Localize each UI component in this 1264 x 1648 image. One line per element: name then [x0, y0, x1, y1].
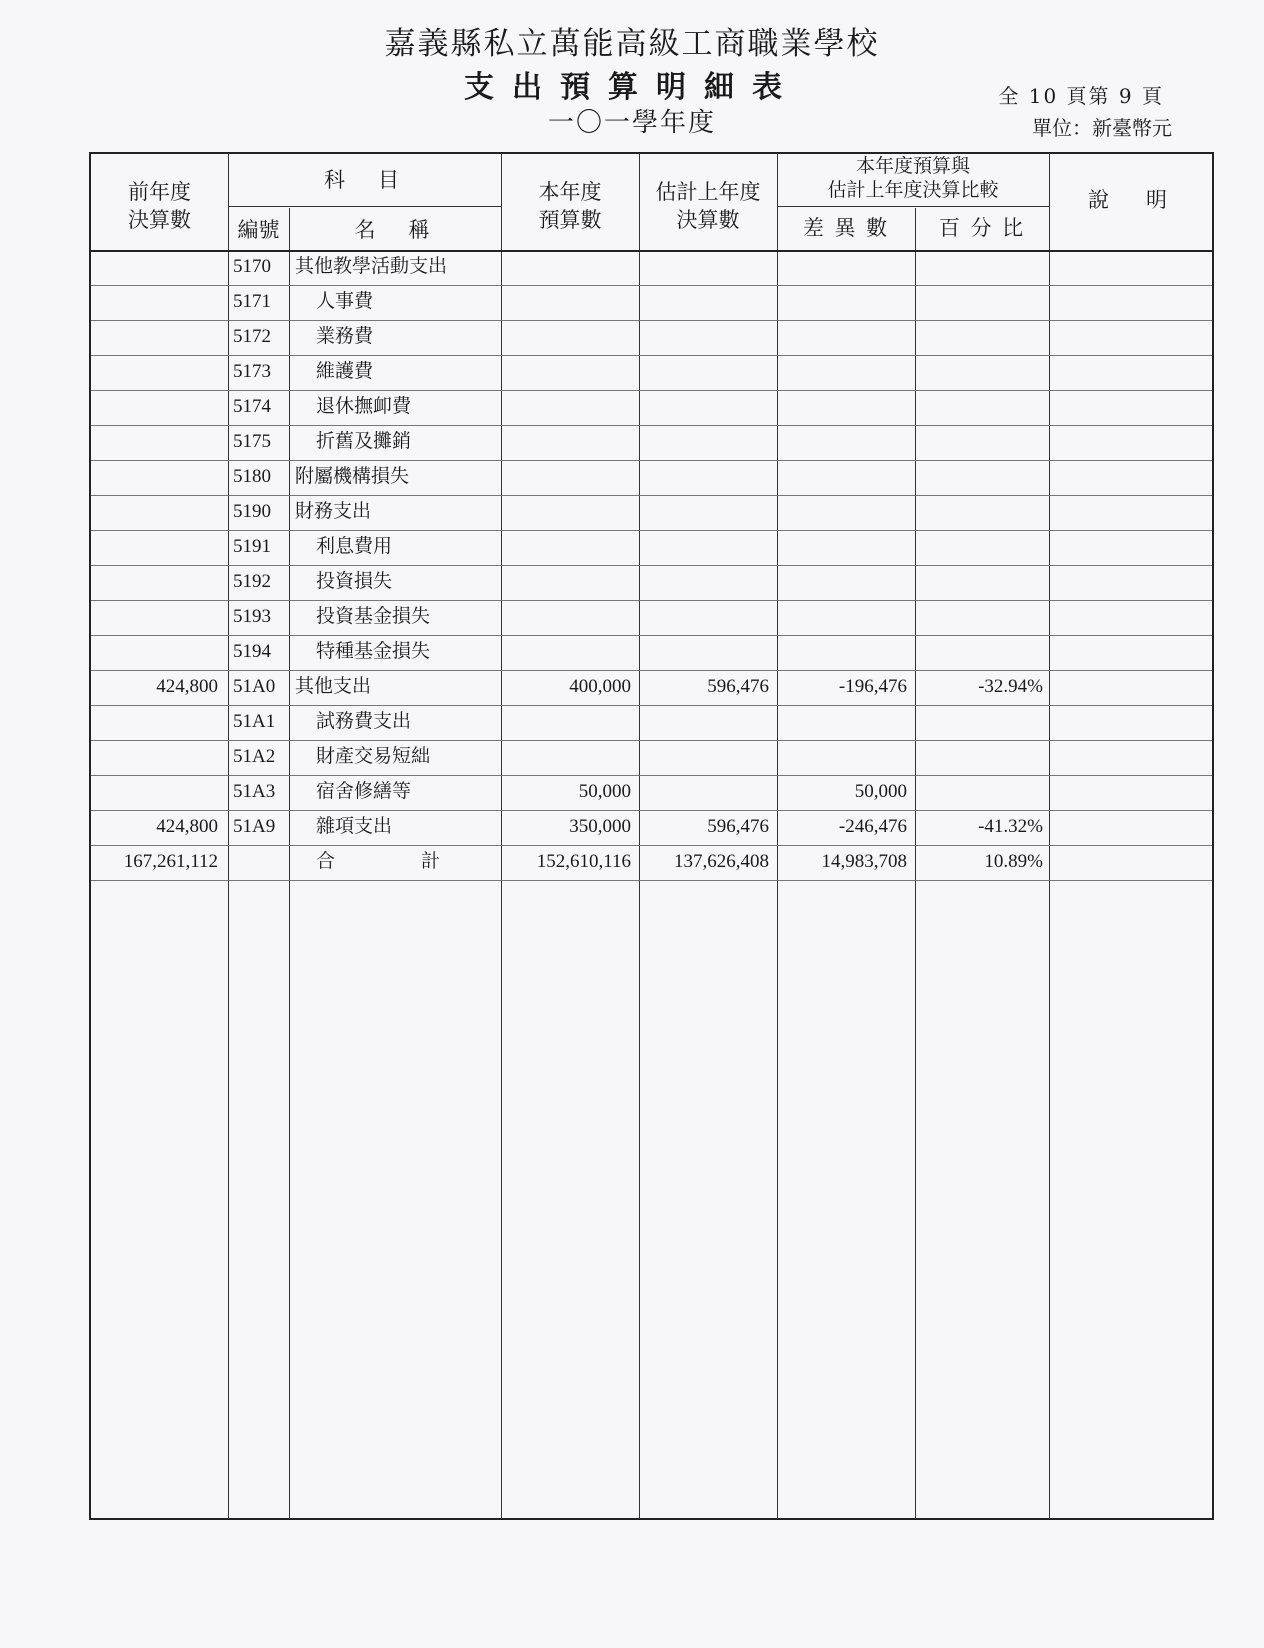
cell-pct [915, 390, 1043, 424]
cell-pct: -32.94% [978, 676, 1043, 697]
cell-pct [915, 740, 1043, 774]
cell-code: 5192 [233, 571, 271, 592]
cell-est [639, 355, 769, 389]
cell-diff [777, 495, 907, 529]
cell-name: 利息費用 [316, 536, 393, 557]
cell-diff: -196,476 [838, 676, 907, 697]
header-prev-year [91, 178, 228, 234]
cell-pct [915, 355, 1043, 389]
header-comparison [777, 154, 1049, 202]
cell-budget [501, 635, 631, 669]
cell-name: 投資損失 [316, 571, 393, 592]
cell-budget [501, 530, 631, 564]
cell-pct [915, 565, 1043, 599]
cell-pct [915, 705, 1043, 739]
cell-est [639, 320, 769, 354]
cell-budget: 50,000 [578, 781, 631, 802]
header-difference: 差 異 數 [802, 216, 890, 240]
cell-code: 5180 [233, 466, 271, 487]
total-label-right: 計 [421, 851, 441, 872]
cell-name: 試務費支出 [316, 711, 412, 732]
cell-code: 5193 [233, 606, 271, 627]
cell-name: 投資基金損失 [316, 606, 431, 627]
header-estimate-line1: 估計上年度 [655, 180, 761, 204]
cell-est [639, 460, 769, 494]
header-prev-year-line1: 前年度 [128, 180, 191, 204]
cell-prev [91, 320, 218, 354]
cell-prev [91, 740, 218, 774]
cell-est [639, 635, 769, 669]
cell-prev: 424,800 [156, 816, 218, 837]
report-title: 支出預算明細表 [464, 70, 800, 105]
school-name: 嘉義縣私立萬能高級工商職業學校 [384, 26, 880, 62]
cell-pct: 10.89% [984, 851, 1043, 872]
cell-diff [777, 600, 907, 634]
header-prev-year-line2: 決算數 [128, 208, 191, 232]
cell-prev: 167,261,112 [123, 851, 218, 872]
header-comparison-line2: 估計上年度決算比較 [827, 179, 999, 201]
cell-code: 51A1 [233, 711, 276, 732]
cell-name: 宿舍修繕等 [316, 781, 412, 802]
header-account: 科 目 [324, 168, 405, 192]
header-estimate [639, 178, 777, 234]
cell-prev [91, 250, 218, 284]
cell-budget [501, 600, 631, 634]
col-divider [1049, 154, 1050, 1518]
cell-pct: -41.32% [978, 816, 1043, 837]
cell-budget [501, 740, 631, 774]
cell-code: 51A0 [233, 676, 276, 697]
cell-pct [915, 495, 1043, 529]
cell-code: 5190 [233, 501, 271, 522]
cell-diff [777, 705, 907, 739]
cell-est [639, 285, 769, 319]
cell-diff: 14,983,708 [821, 851, 907, 872]
header-note: 說 明 [1088, 188, 1175, 212]
cell-code: 5170 [233, 256, 271, 277]
cell-est [639, 600, 769, 634]
cell-name: 其他教學活動支出 [295, 256, 448, 277]
header-subline [777, 206, 1049, 207]
col-divider [289, 208, 290, 1518]
cell-diff [777, 250, 907, 284]
cell-code: 51A2 [233, 746, 276, 767]
cell-diff [777, 530, 907, 564]
cell-code: 51A9 [233, 816, 276, 837]
header-comparison-line1: 本年度預算與 [855, 155, 970, 177]
cell-prev [91, 565, 218, 599]
header-budget [501, 178, 639, 234]
cell-prev [91, 460, 218, 494]
cell-diff: 50,000 [854, 781, 907, 802]
cell-pct [915, 285, 1043, 319]
col-divider [228, 154, 229, 1518]
row-divider [91, 880, 1212, 881]
cell-prev [91, 495, 218, 529]
cell-diff: -246,476 [838, 816, 907, 837]
cell-est: 596,476 [707, 816, 769, 837]
cell-name: 其他支出 [295, 676, 372, 697]
cell-prev [91, 530, 218, 564]
cell-prev [91, 775, 218, 809]
cell-est [639, 530, 769, 564]
cell-name: 財產交易短絀 [316, 746, 431, 767]
cell-est [639, 425, 769, 459]
cell-budget [501, 705, 631, 739]
cell-code: 5172 [233, 326, 271, 347]
fiscal-year: 一〇一學年度 [547, 108, 716, 138]
cell-code: 51A3 [233, 781, 276, 802]
cell-pct [915, 530, 1043, 564]
header-budget-line1: 本年度 [538, 180, 602, 204]
cell-pct [915, 250, 1043, 284]
cell-diff [777, 565, 907, 599]
cell-est [639, 775, 769, 809]
cell-name: 折舊及攤銷 [316, 431, 412, 452]
cell-name: 業務費 [316, 326, 374, 347]
cell-budget: 152,610,116 [536, 851, 631, 872]
cell-pct [915, 600, 1043, 634]
cell-est [639, 740, 769, 774]
cell-pct [915, 460, 1043, 494]
cell-name: 附屬機構損失 [295, 466, 410, 487]
cell-pct [915, 775, 1043, 809]
cell-est [639, 390, 769, 424]
cell-budget [501, 390, 631, 424]
cell-budget [501, 565, 631, 599]
header-code: 編號 [237, 218, 280, 242]
cell-budget [501, 425, 631, 459]
cell-name: 維護費 [316, 361, 374, 382]
cell-diff [777, 425, 907, 459]
header-budget-line2: 預算數 [538, 208, 602, 232]
cell-est: 596,476 [707, 676, 769, 697]
cell-prev [91, 425, 218, 459]
cell-budget: 350,000 [569, 816, 631, 837]
cell-prev [91, 705, 218, 739]
cell-diff [777, 285, 907, 319]
cell-name: 人事費 [316, 291, 374, 312]
currency-unit: 單位：新臺幣元 [1032, 116, 1172, 140]
cell-est [639, 495, 769, 529]
cell-diff [777, 390, 907, 424]
cell-budget [501, 355, 631, 389]
cell-est [639, 565, 769, 599]
header-name: 名 稱 [354, 218, 436, 242]
budget-table [89, 152, 1214, 1520]
cell-est: 137,626,408 [674, 851, 769, 872]
cell-prev [91, 635, 218, 669]
cell-name: 退休撫卹費 [316, 396, 412, 417]
header-estimate-line2: 決算數 [676, 208, 740, 232]
cell-code: 5173 [233, 361, 271, 382]
cell-name: 特種基金損失 [316, 641, 431, 662]
cell-pct [915, 320, 1043, 354]
cell-prev [91, 600, 218, 634]
cell-code: 5174 [233, 396, 271, 417]
cell-code: 5191 [233, 536, 271, 557]
cell-budget [501, 320, 631, 354]
cell-diff [777, 740, 907, 774]
cell-code: 5194 [233, 641, 271, 662]
cell-budget: 400,000 [569, 676, 631, 697]
header-percentage: 百 分 比 [938, 216, 1026, 240]
cell-pct [915, 425, 1043, 459]
cell-name: 財務支出 [295, 501, 372, 522]
cell-code: 5175 [233, 431, 271, 452]
cell-prev [91, 285, 218, 319]
cell-name: 雜項支出 [316, 816, 393, 837]
cell-budget [501, 495, 631, 529]
page-number: 全 10 頁第 9 頁 [998, 84, 1164, 108]
cell-pct [915, 635, 1043, 669]
cell-prev [91, 390, 218, 424]
cell-est [639, 250, 769, 284]
total-label-left: 合 [316, 851, 336, 872]
cell-est [639, 705, 769, 739]
header-subline [228, 206, 501, 207]
cell-diff [777, 635, 907, 669]
cell-diff [777, 355, 907, 389]
cell-code: 5171 [233, 291, 271, 312]
cell-prev [91, 355, 218, 389]
cell-diff [777, 460, 907, 494]
cell-prev: 424,800 [156, 676, 218, 697]
cell-budget [501, 285, 631, 319]
cell-diff [777, 320, 907, 354]
cell-budget [501, 250, 631, 284]
cell-budget [501, 460, 631, 494]
